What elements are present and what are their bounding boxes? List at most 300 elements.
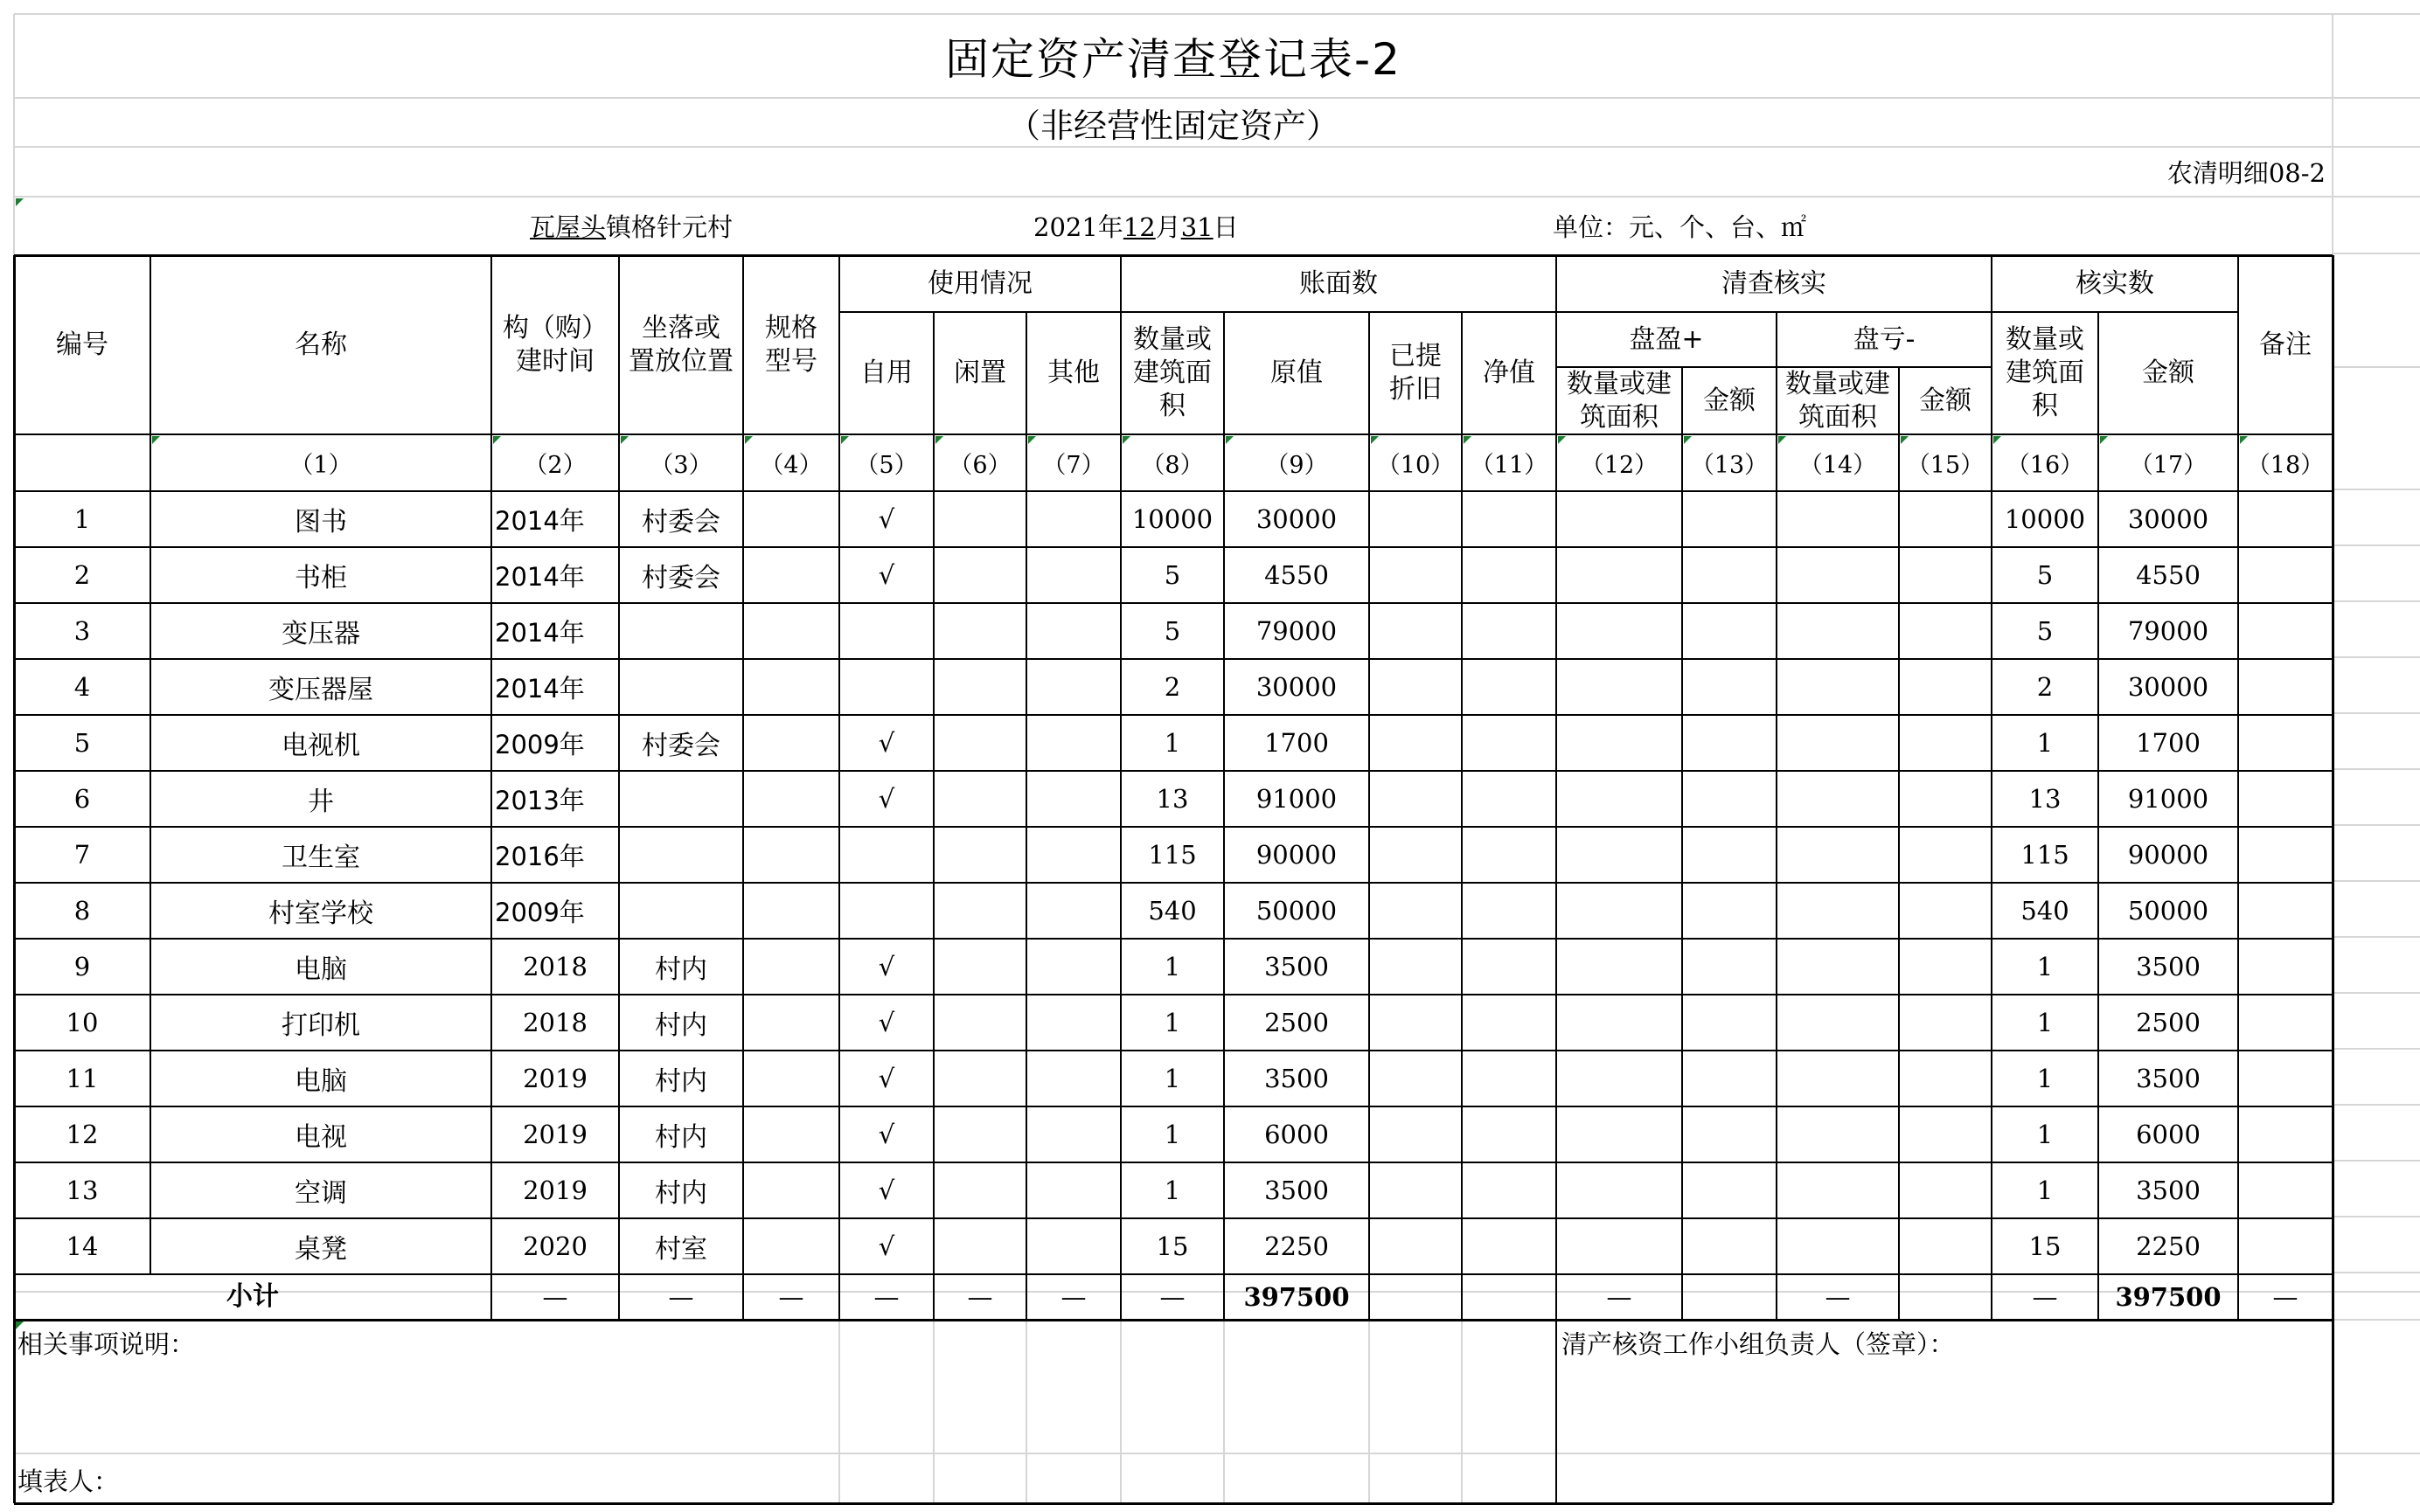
column-number: （2） [524,452,587,479]
cell-comment-indicator [621,436,629,444]
header-loss-amount: 金额 [1919,385,1971,416]
grid-line [14,1106,2333,1107]
original-value: 50000 [1255,896,1338,926]
grid-line [618,255,620,1320]
grid-line [14,1050,2333,1051]
grid-line [1556,366,1992,368]
header-surplus-amount: 金额 [1703,385,1756,416]
grid-line [2333,992,2420,994]
location: 村委会 [642,563,720,593]
grid-line [14,1453,1556,1454]
grid-line [1681,367,1683,1320]
header-idle: 闲置 [954,357,1006,388]
grid-line [839,311,2238,313]
grid-line [1898,367,1900,1320]
grid-line [2097,312,2099,1320]
info-row [14,197,2333,255]
location: 村内 [655,1010,707,1041]
grid-line [1555,1320,1557,1503]
page-title: 固定资产清查登记表-2 [945,34,1401,85]
row-number: 11 [66,1064,99,1093]
self-use-mark: √ [878,784,895,814]
column-number: （5） [855,452,918,479]
asset-name: 打印机 [282,1010,360,1041]
header-book-qty-line: 数量或 [1133,324,1212,355]
cell-comment-indicator [1226,436,1234,444]
location [619,827,743,883]
grid-line [1555,255,1557,1320]
subtotal-dash: — [2032,1282,2058,1312]
header-surplus-qty-line: 筑面积 [1580,401,1659,433]
cell-comment-indicator [16,198,24,206]
asset-name: 桌凳 [295,1234,347,1265]
location: 村委会 [642,731,720,761]
row-number: 6 [73,784,91,814]
asset-name: 变压器屋 [268,675,373,705]
row-number: 10 [66,1008,99,1037]
book-quantity: 1 [1164,952,1181,981]
header-verified-qty [1992,312,2098,434]
subtotal-dash: — [668,1282,694,1312]
book-quantity: 1 [1164,728,1181,758]
column-number: （12） [1580,452,1659,479]
book-quantity: 5 [1164,616,1181,646]
cell-comment-indicator [1123,436,1130,444]
book-quantity: 540 [1148,896,1197,926]
header-remark: 备注 [2259,329,2312,360]
cell-comment-indicator [1028,436,1036,444]
column-number: （10） [1376,452,1455,479]
subtotal-label: 小计 [226,1281,279,1312]
row-number: 5 [73,728,91,758]
grid-line [2333,544,2420,546]
subtotal-dash: — [873,1282,900,1312]
grid-line [14,714,2333,716]
verified-amount: 79000 [2127,616,2209,646]
subtotal-dash: — [778,1282,804,1312]
cell-comment-indicator [493,436,501,444]
location [619,883,743,939]
date-month: 12 [1123,212,1156,242]
verified-quantity: 1 [2036,1120,2054,1149]
location: 村内 [655,1066,707,1097]
column-number: （13） [1690,452,1769,479]
asset-name: 电视 [295,1122,347,1153]
location [619,603,743,659]
grid-line [1223,1320,1225,1503]
original-value: 2500 [1264,1008,1329,1037]
self-use-mark [839,827,934,883]
header-book-qty-line: 建筑面 [1133,357,1212,388]
cell-comment-indicator [841,436,849,444]
notes-label: 相关事项说明： [17,1328,196,1359]
subtotal-dash: — [2272,1282,2298,1312]
header-self-use: 自用 [860,357,913,388]
grid-line [742,255,744,1320]
original-value: 79000 [1255,616,1338,646]
header-original: 原值 [1270,357,1323,388]
column-number: （16） [2006,452,2084,479]
header-depreciation [1369,312,1462,434]
original-value: 1700 [1264,728,1329,758]
grid-line [13,255,16,1503]
self-use-mark: √ [878,1231,895,1261]
grid-line [2333,712,2420,714]
date-day-suffix: 日 [1213,212,1239,242]
grid-line [490,255,492,1320]
book-quantity: 1 [1164,1120,1181,1149]
subtotal-verified-amount: 397500 [2115,1282,2222,1312]
grid-line [14,1273,2333,1275]
form-code: 农清明细08-2 [2166,158,2326,188]
grid-line [14,433,2333,435]
grid-line [14,602,2333,604]
book-quantity: 1 [1164,1008,1181,1037]
location: 村内 [655,1122,707,1153]
village-label [530,208,733,244]
grid-line [14,1319,2333,1321]
book-quantity: 1 [1164,1176,1181,1205]
verified-amount: 6000 [2136,1120,2201,1149]
header-surplus: 盘盈+ [1629,323,1704,355]
original-value: 90000 [1255,840,1338,870]
header-location [619,255,743,434]
cell-comment-indicator [1778,436,1786,444]
grid-line [2333,1160,2420,1162]
original-value: 4550 [1264,560,1329,590]
verified-quantity: 115 [2020,840,2069,870]
grid-line [14,1162,2333,1163]
verified-quantity: 5 [2036,616,2054,646]
cell-comment-indicator [745,436,753,444]
header-usage: 使用情况 [928,267,1033,299]
grid-line [2333,880,2420,882]
village-prefix: 瓦屋头 [530,212,607,242]
date-month-suffix: 月 [1155,212,1181,242]
location: 村内 [655,954,707,985]
grid-line [1026,312,1027,1320]
grid-line [1461,312,1463,1320]
asset-name: 空调 [295,1178,347,1209]
asset-name: 书柜 [295,563,347,593]
asset-name: 村室学校 [268,898,373,929]
verified-quantity: 10000 [2004,504,2086,534]
subtotal-original: 397500 [1243,1282,1350,1312]
verified-quantity: 13 [2028,784,2062,814]
grid-line [14,490,2333,492]
subtotal-dash: — [1825,1282,1851,1312]
original-value: 30000 [1255,672,1338,702]
grid-line [14,882,2333,884]
column-number: （3） [650,452,713,479]
header-surplus-qty [1556,367,1682,434]
verified-quantity: 1 [2036,728,2054,758]
location: 村委会 [642,507,720,538]
cell-comment-indicator [2240,436,2248,444]
grid-line [1368,1320,1370,1503]
column-number: （18） [2246,452,2325,479]
date-year: 2021年 [1033,212,1123,242]
verified-quantity: 15 [2028,1231,2062,1261]
grid-line [2333,489,2420,490]
original-value: 3500 [1264,952,1329,981]
build-time: 2014年 [495,561,585,592]
grid-line [1368,312,1370,1320]
build-time: 2019 [523,1120,588,1149]
build-time: 2019 [523,1176,588,1205]
asset-name: 变压器 [282,619,360,649]
grid-line [14,770,2333,772]
verified-amount: 4550 [2136,560,2201,590]
row-number: 12 [66,1120,99,1149]
build-time: 2013年 [495,785,585,815]
header-loss-qty [1777,367,1899,434]
verified-amount: 90000 [2127,840,2209,870]
row-number: 4 [73,672,91,702]
grid-line [1461,1320,1463,1503]
grid-line [14,546,2333,548]
grid-line [14,938,2333,940]
original-value: 91000 [1255,784,1338,814]
header-depreciation-line: 折旧 [1389,374,1442,405]
build-time: 2018 [523,952,588,981]
grid-line [14,994,2333,995]
book-quantity: 2 [1164,672,1181,702]
self-use-mark: √ [878,1176,895,1205]
header-build-time-line: 建时间 [516,345,595,377]
header-verified-qty-line: 积 [2032,391,2058,421]
verified-quantity: 540 [2020,896,2069,926]
row-number: 3 [73,616,91,646]
verified-amount: 91000 [2127,784,2209,814]
row-number: 1 [73,504,91,534]
cell-comment-indicator [152,436,160,444]
header-loss: 盘亏- [1853,323,1916,355]
build-time: 2009年 [495,897,585,927]
header-spec-line: 型号 [765,345,817,377]
verified-amount: 2500 [2136,1008,2201,1037]
grid-line [150,255,151,1274]
header-verified-qty-line: 建筑面 [2006,357,2084,388]
header-net: 净值 [1483,357,1535,388]
grid-line [2333,1319,2420,1321]
grid-line [1223,312,1225,1320]
grid-line [2333,1272,2420,1273]
asset-name: 井 [308,787,334,817]
asset-name: 电视机 [282,731,360,761]
header-no: 编号 [56,329,108,360]
grid-line [2333,1104,2420,1106]
grid-line [2237,255,2239,1320]
grid-line [2333,656,2420,658]
self-use-mark: √ [878,728,895,758]
build-time: 2009年 [495,729,585,759]
verified-quantity: 1 [2036,1176,2054,1205]
page-subtitle: （非经营性固定资产） [1006,106,1339,145]
grid-line [2333,824,2420,826]
original-value: 2250 [1264,1231,1329,1261]
grid-line [1776,312,1777,1320]
subtotal-dash: — [542,1282,568,1312]
header-location-line: 置放位置 [629,345,734,377]
header-build-time [491,255,619,434]
grid-line [1120,255,1122,1320]
row-number: 9 [73,952,91,981]
grid-line [2333,1048,2420,1050]
grid-line [14,826,2333,828]
subtotal-dash: — [967,1282,993,1312]
build-time: 2019 [523,1064,588,1093]
grid-line [2333,1216,2420,1217]
column-number: （6） [949,452,1012,479]
village-rest: 镇格针元村 [606,212,734,242]
unit-label: 单位：元、个、台、㎡ [1553,212,1807,242]
grid-line [14,1502,2333,1505]
build-time: 2020 [523,1231,588,1261]
header-surplus-qty-line: 数量或建 [1567,368,1672,399]
header-book-qty [1121,312,1224,434]
original-value: 30000 [1255,504,1338,534]
book-quantity: 1 [1164,1064,1181,1093]
grid-line [1026,1320,1027,1503]
self-use-mark: √ [878,1120,895,1149]
header-loss-qty-line: 筑面积 [1798,401,1877,433]
book-quantity: 5 [1164,560,1181,590]
verified-amount: 2250 [2136,1231,2201,1261]
header-build-time-line: 构（购） [503,312,608,343]
grid-line [14,658,2333,660]
cell-comment-indicator [1993,436,2001,444]
verified-quantity: 2 [2036,672,2054,702]
header-spec [743,255,839,434]
cell-comment-indicator [1558,436,1566,444]
self-use-mark: √ [878,560,895,590]
row-number: 14 [66,1231,99,1261]
grid-line [2333,366,2420,368]
grid-line [1991,255,1992,1320]
location [619,659,743,715]
grid-line [2332,255,2334,1503]
grid-line [2333,600,2420,602]
grid-line [2333,768,2420,770]
book-quantity: 15 [1156,1231,1189,1261]
date-day: 31 [1180,212,1213,242]
header-spec-line: 规格 [765,312,817,343]
asset-name: 电脑 [295,1066,347,1097]
column-number: （4） [760,452,823,479]
verified-quantity: 1 [2036,952,2054,981]
location [619,771,743,827]
verified-amount: 3500 [2136,1176,2201,1205]
column-number: （7） [1042,452,1105,479]
cell-comment-indicator [2100,436,2108,444]
header-book-qty-line: 积 [1159,391,1186,421]
header-verified: 核实数 [2076,267,2154,299]
location: 村内 [655,1178,707,1209]
header-name: 名称 [295,329,347,360]
verified-quantity: 5 [2036,560,2054,590]
verified-amount: 3500 [2136,1064,2201,1093]
build-time: 2014年 [495,673,585,704]
grid-line [838,255,840,1320]
header-location-line: 坐落或 [642,312,720,343]
verified-amount: 30000 [2127,672,2209,702]
self-use-mark: √ [878,504,895,534]
grid-line [933,1320,935,1503]
row-number: 13 [66,1176,99,1205]
header-book: 账面数 [1299,267,1378,299]
location: 村室 [655,1234,707,1265]
verified-amount: 50000 [2127,896,2209,926]
verified-amount: 3500 [2136,952,2201,981]
cell-comment-indicator [16,1321,24,1329]
column-number: （8） [1141,452,1204,479]
header-loss-qty-line: 数量或建 [1785,368,1890,399]
cell-comment-indicator [1464,436,1471,444]
build-time: 2014年 [495,505,585,536]
book-quantity: 10000 [1131,504,1213,534]
self-use-mark: √ [878,1008,895,1037]
header-verified-amount: 金额 [2142,357,2194,388]
column-number: （1） [289,452,352,479]
header-depreciation-line: 已提 [1389,341,1442,371]
book-quantity: 13 [1156,784,1189,814]
grid-line [2333,253,2420,254]
subtotal-dash: — [1060,1282,1087,1312]
verified-quantity: 1 [2036,1064,2054,1093]
self-use-mark [839,659,934,715]
original-value: 3500 [1264,1176,1329,1205]
subtotal-dash: — [1159,1282,1186,1312]
self-use-mark [839,603,934,659]
grid-line [1120,1320,1122,1503]
column-number: （11） [1470,452,1548,479]
cell-comment-indicator [935,436,943,444]
grid-line [14,254,2333,257]
row-number: 7 [73,840,91,870]
header-check: 清查核实 [1721,267,1826,299]
cell-comment-indicator [1371,436,1379,444]
book-quantity: 115 [1148,840,1197,870]
date-label [1033,208,1239,244]
asset-name: 卫生室 [282,843,360,873]
header-other: 其他 [1047,357,1100,388]
cell-comment-indicator [1901,436,1909,444]
self-use-mark [839,883,934,939]
verified-amount: 30000 [2127,504,2209,534]
column-number: （9） [1265,452,1328,479]
grid-line [838,1320,840,1503]
header-verified-qty-line: 数量或 [2006,324,2084,355]
row-number: 2 [73,560,91,590]
column-number: （15） [1906,452,1985,479]
column-number: （17） [2129,452,2208,479]
subtotal-dash: — [1606,1282,1632,1312]
grid-line [14,1217,2333,1219]
cell-comment-indicator [1684,436,1692,444]
verified-quantity: 1 [2036,1008,2054,1037]
asset-name: 图书 [295,507,347,538]
leader-label: 清产核资工作小组负责人（签章）： [1561,1328,1955,1359]
grid-line [933,312,935,1320]
row-number: 8 [73,896,91,926]
self-use-mark: √ [878,952,895,981]
self-use-mark: √ [878,1064,895,1093]
grid-line [2333,936,2420,938]
original-value: 3500 [1264,1064,1329,1093]
original-value: 6000 [1264,1120,1329,1149]
build-time: 2016年 [495,841,585,871]
